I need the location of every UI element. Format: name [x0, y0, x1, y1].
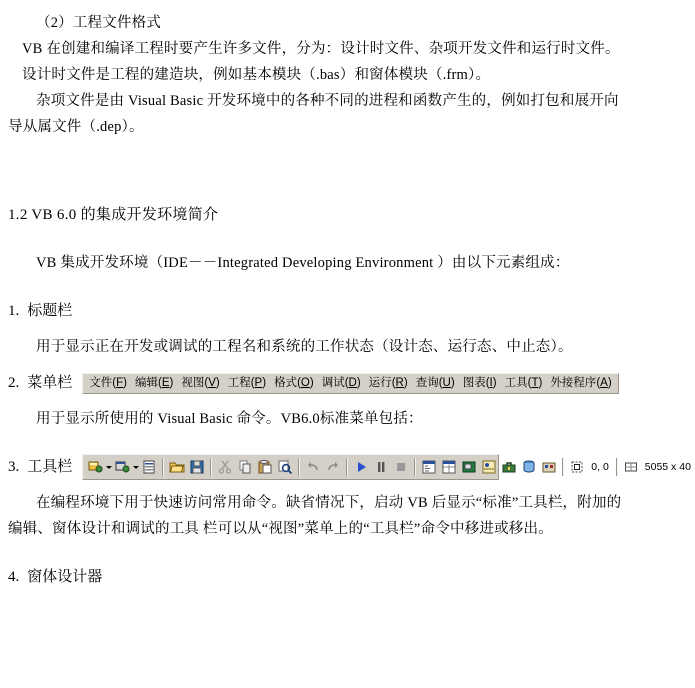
list-item-3-body-line-1: 在编程环境下用于快速访问常用命令。缺省情况下，启动 VB 后显示“标准”工具栏，附加的 [36, 495, 622, 511]
paragraph-1: VB 在创建和编译工程时要产生许多文件，分为：设计时文件、杂项开发文件和运行时文件。 [22, 41, 620, 57]
spacer-1 [8, 324, 673, 334]
break-icon[interactable] [371, 457, 391, 477]
list-item-2-number: 2. [8, 375, 20, 391]
save-project-icon[interactable] [187, 457, 207, 477]
spacer-4 [8, 432, 673, 454]
subsection-title: （2）工程文件格式 [36, 15, 162, 31]
menu-item-diagram[interactable]: 图表(I) [462, 376, 497, 389]
list-item-1-number: 1. [8, 303, 20, 319]
menu-item-view[interactable]: 视图(V) [181, 376, 220, 389]
add-form-icon[interactable] [112, 457, 132, 477]
paragraph-2: 设计时文件是工程的建造块，例如基本模块（.bas）和窗体模块（.frm）。 [22, 67, 491, 83]
list-item-1 [8, 298, 673, 324]
list-item-2 [8, 370, 673, 396]
spacer-section-2 [8, 180, 673, 202]
spacer-section [8, 140, 673, 180]
toolbar-coordinates: 0, 0 [591, 461, 609, 473]
find-icon[interactable] [275, 457, 295, 477]
properties-window-icon[interactable] [439, 457, 459, 477]
list-item-4-number: 4. [8, 569, 20, 585]
list-item-3-number: 3. [8, 459, 20, 475]
list-item-1-label: 标题栏 [27, 303, 73, 319]
menu-item-edit[interactable]: 编辑(E) [134, 376, 174, 389]
spacer-5 [8, 480, 673, 490]
list-item-3-body-line-2: 编辑、窗体设计和调试的工具 栏可以从“视图”菜单上的“工具栏”命令中移进或移出。 [8, 521, 553, 537]
menu-item-addins[interactable]: 外接程序(A) [550, 376, 612, 389]
menu-item-tools[interactable]: 工具(T) [504, 376, 543, 389]
paragraph-4: 导从属文件（.dep）。 [8, 119, 144, 135]
spacer-after-heading [8, 228, 673, 250]
vb-standard-toolbar[interactable] [82, 454, 691, 480]
form-position-icon[interactable] [567, 457, 587, 477]
end-icon[interactable] [391, 457, 411, 477]
form-size-icon [621, 457, 641, 477]
data-view-icon[interactable] [519, 457, 539, 477]
toolbar-separator-2 [210, 458, 212, 476]
section-intro: VB 集成开发环境（IDE－－Integrated Developing Environment ）由以下元素组成： [36, 255, 570, 271]
cut-icon[interactable] [215, 457, 235, 477]
toolbar-separator-3 [298, 458, 300, 476]
list-item-4-label: 窗体设计器 [27, 569, 103, 585]
vb-menu-bar[interactable] [82, 373, 618, 394]
toolbar-separator-5 [414, 458, 416, 476]
list-item-4 [8, 564, 673, 590]
menu-item-format[interactable]: 格式(O) [274, 376, 314, 389]
list-item-3-label: 工具栏 [27, 459, 73, 475]
spacer-3 [8, 396, 673, 406]
copy-icon[interactable] [235, 457, 255, 477]
redo-icon[interactable] [323, 457, 343, 477]
menu-editor-icon[interactable] [139, 457, 159, 477]
project-explorer-icon[interactable] [419, 457, 439, 477]
start-icon[interactable] [351, 457, 371, 477]
paste-icon[interactable] [255, 457, 275, 477]
toolbar-separator-6 [562, 458, 564, 476]
list-item-3 [8, 454, 691, 480]
menu-item-file[interactable]: 文件(F) [89, 376, 127, 389]
toolbar-separator-7 [616, 458, 618, 476]
list-item-2-label: 菜单栏 [27, 375, 73, 391]
component-manager-icon[interactable] [539, 457, 559, 477]
toolbar-separator-1 [162, 458, 164, 476]
add-form-dropdown-icon[interactable] [132, 457, 139, 477]
list-item-2-body: 用于显示所使用的 Visual Basic 命令。VB6.0标准菜单包括： [36, 411, 423, 427]
toolbar-separator-4 [346, 458, 348, 476]
open-project-icon[interactable] [167, 457, 187, 477]
spacer-before-item-1 [8, 276, 673, 298]
section-heading-1-2: 1.2 VB 6.0 的集成开发环境简介 [8, 207, 219, 223]
toolbar-size: 5055 x 40 [644, 461, 691, 473]
object-browser-icon[interactable] [479, 457, 499, 477]
add-project-icon[interactable] [85, 457, 105, 477]
form-layout-icon[interactable] [459, 457, 479, 477]
spacer-2 [8, 360, 673, 370]
spacer-top [8, 0, 673, 10]
paragraph-3: 杂项文件是由 Visual Basic 开发环境中的各种不同的进程和函数产生的，例如打包和展开向 [36, 93, 619, 109]
menu-item-run[interactable]: 运行(R) [368, 376, 408, 389]
undo-icon[interactable] [303, 457, 323, 477]
list-item-1-body: 用于显示正在开发或调试的工程名和系统的工作状态（设计态、运行态、中止态）。 [36, 339, 573, 355]
add-project-dropdown-icon[interactable] [105, 457, 112, 477]
spacer-6 [8, 542, 673, 564]
menu-item-query[interactable]: 查询(U) [415, 376, 455, 389]
menu-item-project[interactable]: 工程(P) [227, 376, 267, 389]
menu-item-debug[interactable]: 调试(D) [321, 376, 361, 389]
toolbox-icon[interactable] [499, 457, 519, 477]
